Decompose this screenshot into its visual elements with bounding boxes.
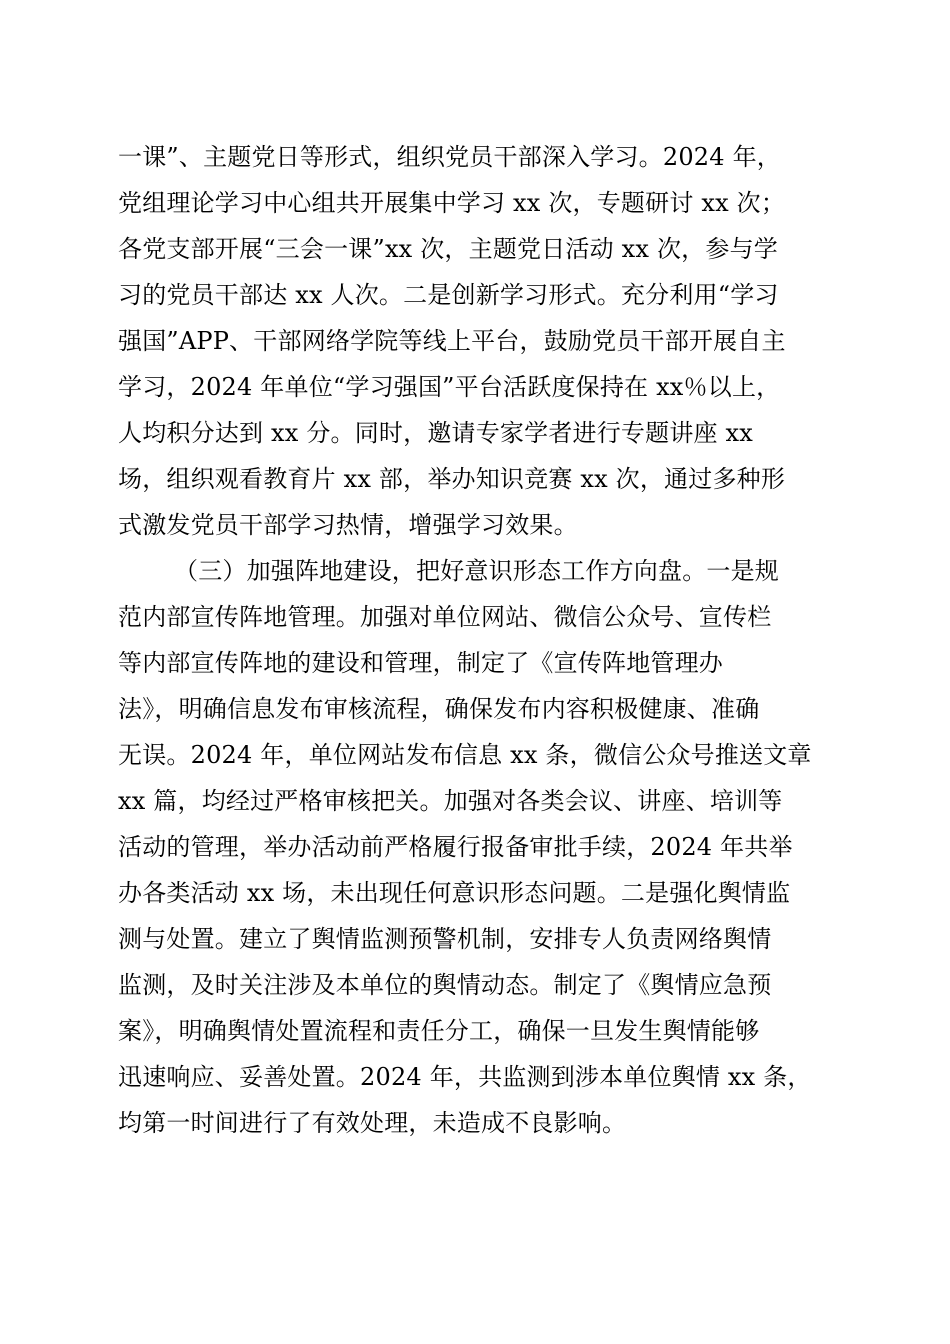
text-line: 习的党员干部达 xx 人次。二是创新学习形式。充分利用“学习 (118, 281, 779, 309)
text-line: 等内部宣传阵地的建设和管理，制定了《宣传阵地管理办 (118, 649, 723, 677)
text-line: 无误。2024 年，单位网站发布信息 xx 条，微信公众号推送文章 (118, 741, 812, 769)
text-line: 监测，及时关注涉及本单位的舆情动态。制定了《舆情应急预 (118, 971, 772, 999)
text-line: 各党支部开展“三会一课”xx 次，主题党日活动 xx 次，参与学 (118, 235, 778, 263)
text-line: 范内部宣传阵地管理。加强对单位网站、微信公众号、宣传栏 (118, 603, 772, 631)
text-line: 均第一时间进行了有效处理，未造成不良影响。 (118, 1109, 627, 1137)
text-line: 测与处置。建立了舆情监测预警机制，安排专人负责网络舆情 (118, 925, 772, 953)
text-line: 案》，明确舆情处置流程和责任分工，确保一旦发生舆情能够 (118, 1017, 760, 1045)
text-line: 党组理论学习中心组共开展集中学习 xx 次，专题研讨 xx 次； (118, 189, 786, 217)
text-line: 法》，明确信息发布审核流程，确保发布内容积极健康、准确 (118, 695, 760, 723)
text-line: 场，组织观看教育片 xx 部，举办知识竞赛 xx 次，通过多种形 (118, 465, 786, 493)
text-line: 办各类活动 xx 场，未出现任何意识形态问题。二是强化舆情监 (118, 879, 791, 907)
text-line: 强国”APP、干部网络学院等线上平台，鼓励党员干部开展自主 (118, 327, 786, 355)
text-line: 学习，2024 年单位“学习强国”平台活跃度保持在 xx％以上， (118, 373, 781, 401)
text-line: 一课”、主题党日等形式，组织党员干部深入学习。2024 年， (118, 143, 781, 171)
text-line: 人均积分达到 xx 分。同时，邀请专家学者进行专题讲座 xx (118, 419, 754, 447)
body-text (118, 134, 838, 1146)
text-line: 式激发党员干部学习热情，增强学习效果。 (118, 511, 578, 539)
text-line: xx 篇，均经过严格审核把关。加强对各类会议、讲座、培训等 (118, 787, 783, 815)
text-line: 迅速响应、妥善处置。2024 年，共监测到涉本单位舆情 xx 条， (118, 1063, 812, 1091)
text-line: 活动的管理，举办活动前严格履行报备审批手续，2024 年共举 (118, 833, 793, 861)
section-heading-line: （三）加强阵地建设，把好意识形态工作方向盘。一是规 (174, 557, 779, 585)
